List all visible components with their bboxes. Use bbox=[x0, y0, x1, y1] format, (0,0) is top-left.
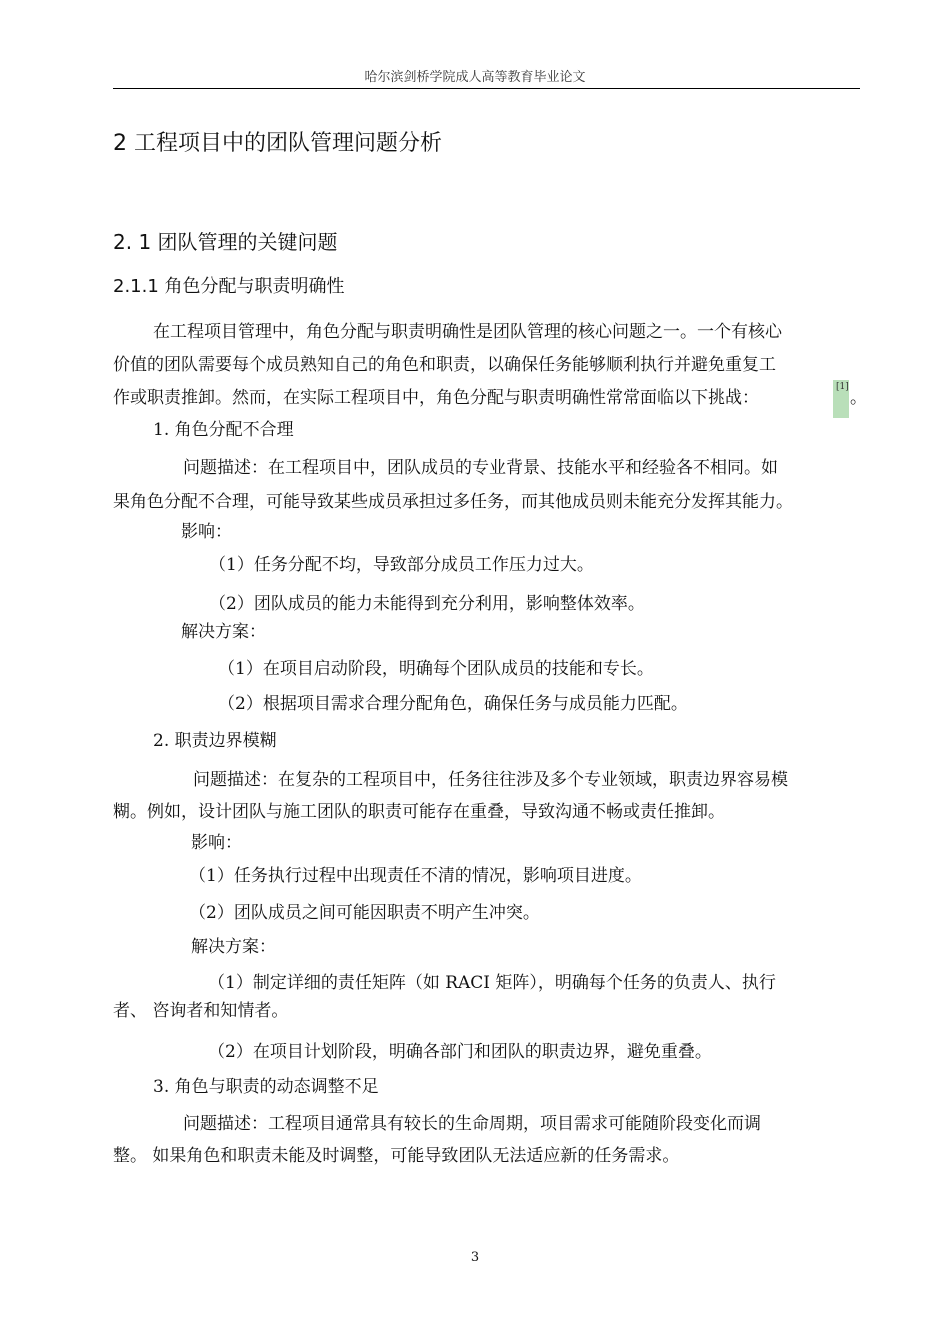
intro-end: 。 bbox=[850, 388, 867, 408]
chapter-title: 2 工程项目中的团队管理问题分析 bbox=[113, 131, 442, 156]
intro-line-3: 作或职责推卸。然而，在实际工程项目中，角色分配与职责明确性常常面临以下挑战： bbox=[113, 388, 759, 408]
item2-solution-label: 解决方案： bbox=[191, 937, 276, 957]
item2-impact-2: （2）团队成员之间可能因职责不明产生冲突。 bbox=[189, 903, 540, 923]
item2-impact-label: 影响： bbox=[191, 833, 242, 853]
item3-desc-line-2: 整。 如果角色和职责未能及时调整，可能导致团队无法适应新的任务需求。 bbox=[113, 1146, 680, 1166]
intro-line-2: 价值的团队需要每个成员熟知自己的角色和职责，以确保任务能够顺利执行并避免重复工 bbox=[113, 355, 776, 375]
item1-impact-1: （1）任务分配不均，导致部分成员工作压力过大。 bbox=[209, 555, 594, 575]
item1-impact-label: 影响： bbox=[181, 522, 232, 542]
item1-desc-line-2: 果角色分配不合理，可能导致某些成员承担过多任务，而其他成员则未能充分发挥其能力。 bbox=[113, 492, 793, 512]
intro-line-1: 在工程项目管理中，角色分配与职责明确性是团队管理的核心问题之一。一个有核心 bbox=[153, 322, 782, 342]
item3-title: 3. 角色与职责的动态调整不足 bbox=[153, 1077, 379, 1097]
item1-desc-line-1: 问题描述：在工程项目中，团队成员的专业背景、技能水平和经验各不相同。如 bbox=[183, 458, 778, 478]
item1-title: 1. 角色分配不合理 bbox=[153, 420, 294, 440]
citation-marker[interactable] bbox=[833, 380, 849, 418]
item2-title: 2. 职责边界模糊 bbox=[153, 731, 277, 751]
item2-solution-2: （2）在项目计划阶段，明确各部门和团队的职责边界，避免重叠。 bbox=[208, 1042, 712, 1062]
subsection-title: 2.1.1 角色分配与职责明确性 bbox=[113, 276, 345, 297]
item1-impact-2: （2）团队成员的能力未能得到充分利用，影响整体效率。 bbox=[209, 594, 645, 614]
item2-desc-line-2: 糊。例如，设计团队与施工团队的职责可能存在重叠，导致沟通不畅或责任推卸。 bbox=[113, 802, 725, 822]
page-number: 3 bbox=[470, 1250, 480, 1265]
item1-solution-label: 解决方案： bbox=[181, 622, 266, 642]
item1-solution-1: （1）在项目启动阶段，明确每个团队成员的技能和专长。 bbox=[218, 659, 654, 679]
header-rule bbox=[113, 88, 860, 89]
item2-desc-line-1: 问题描述：在复杂的工程项目中，任务往往涉及多个专业领域，职责边界容易模 bbox=[193, 770, 788, 790]
item1-solution-2: （2）根据项目需求合理分配角色，确保任务与成员能力匹配。 bbox=[218, 694, 688, 714]
citation-text: [1] bbox=[836, 382, 849, 392]
item3-desc-line-1: 问题描述：工程项目通常具有较长的生命周期，项目需求可能随阶段变化而调 bbox=[183, 1114, 761, 1134]
section-title: 2. 1 团队管理的关键问题 bbox=[113, 230, 338, 254]
item2-solution-1-line-2: 者、 咨询者和知情者。 bbox=[113, 1001, 289, 1021]
item2-impact-1: （1）任务执行过程中出现责任不清的情况，影响项目进度。 bbox=[189, 866, 642, 886]
page-header: 哈尔滨剑桥学院成人高等教育毕业论文 bbox=[364, 70, 586, 85]
item2-solution-1-line-1: （1）制定详细的责任矩阵（如 RACI 矩阵），明确每个任务的负责人、执行 bbox=[208, 973, 776, 993]
